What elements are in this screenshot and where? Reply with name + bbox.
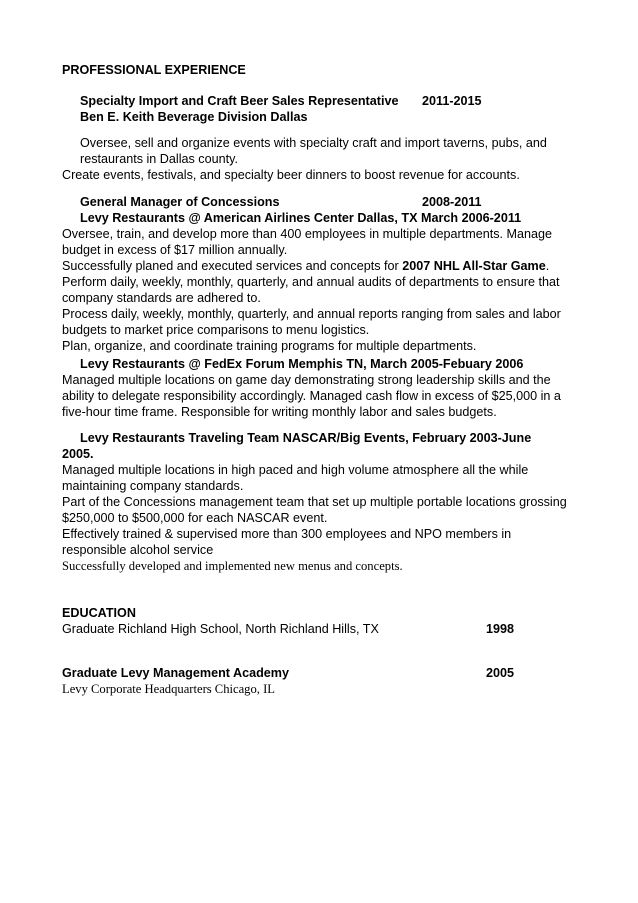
job1-employer: Ben E. Keith Beverage Division Dallas [80,110,308,124]
job3-line-3: five-hour time frame. Responsible for writing monthly labor and sales budgets. [62,405,497,419]
job2-line-2: budget in excess of $17 million annually. [62,243,288,257]
job4-line-6: responsible alcohol service [62,543,214,557]
job3-line-1: Managed multiple locations on game day demonstrating strong leadership skills and the [62,373,551,387]
job-entry-1 [62,93,598,183]
job2-employer: Levy Restaurants @ American Airlines Center Dallas, TX March 2006-2011 [80,211,522,225]
job3-line-2: ability to delegate responsibility accordingly. Managed cash flow in excess of $25,000 in a [62,389,561,403]
edu2-detail: Levy Corporate Headquarters Chicago, IL [62,682,275,696]
job1-line-3: Create events, festivals, and specialty beer dinners to boost revenue for accounts. [62,168,520,182]
job1-title: Specialty Import and Craft Beer Sales Representative [80,94,399,108]
job2-line-3-bold: 2007 NHL All-Star Game [402,259,546,273]
job1-line-2: restaurants in Dallas county. [80,152,238,166]
job2-line-4: Perform daily, weekly, monthly, quarterly, and annual audits of departments to ensure that [62,275,560,289]
job2-line-7: budgets to market price comparisons to menu logistics. [62,323,370,337]
education-entry-2 [62,665,598,697]
job-entry-3 [62,356,598,420]
job4-line-5: Effectively trained & supervised more than 300 employees and NPO members in [62,527,512,541]
job4-line-7: Successfully developed and implemented new menus and concepts. [62,559,403,573]
job2-line-5: company standards are adhered to. [62,291,261,305]
edu1-text: Graduate Richland High School, North Richland Hills, TX [62,622,379,636]
job2-dates: 2008-2011 [422,195,482,209]
section-heading-experience: PROFESSIONAL EXPERIENCE [62,63,246,77]
education-section [62,605,598,637]
job-entry-2 [62,194,598,354]
edu2-year: 2005 [486,666,515,680]
job4-line-3: Part of the Concessions management team that set up multiple portable locations grossing [62,495,567,509]
section-heading-education: EDUCATION [62,606,136,620]
edu2-row [62,665,598,681]
job2-title-row [62,194,598,210]
job4-line-2: maintaining company standards. [62,479,244,493]
job2-line-8: Plan, organize, and coordinate training programs for multiple departments. [62,339,477,353]
job4-line-1: Managed multiple locations in high paced and high volume atmosphere all the while [62,463,529,477]
job1-title-row [62,93,598,109]
job4-employer-cont: 2005. [62,447,94,461]
edu1-year: 1998 [486,622,515,636]
job-entry-4 [62,430,598,574]
job4-employer: Levy Restaurants Traveling Team NASCAR/Big Events, February 2003-June [80,431,532,445]
experience-section [62,62,598,78]
job2-line-3-pre: Successfully planed and executed services and concepts for [62,259,403,273]
edu1-row [62,621,598,637]
job2-title: General Manager of Concessions [80,195,280,209]
edu2-text: Graduate Levy Management Academy [62,666,290,680]
job1-line-1: Oversee, sell and organize events with specialty craft and import taverns, pubs, and [80,136,547,150]
job2-line-1: Oversee, train, and develop more than 400 employees in multiple departments. Manage [62,227,553,241]
job4-line-4: $250,000 to $500,000 for each NASCAR event. [62,511,328,525]
job1-dates: 2011-2015 [422,94,482,108]
job2-line-3 [62,258,598,274]
job2-line-6: Process daily, weekly, monthly, quarterly, and annual reports ranging from sales and labor [62,307,561,321]
job2-line-3-post: . [545,259,550,273]
job3-employer: Levy Restaurants @ FedEx Forum Memphis TN, March 2005-Febuary 2006 [80,357,524,371]
